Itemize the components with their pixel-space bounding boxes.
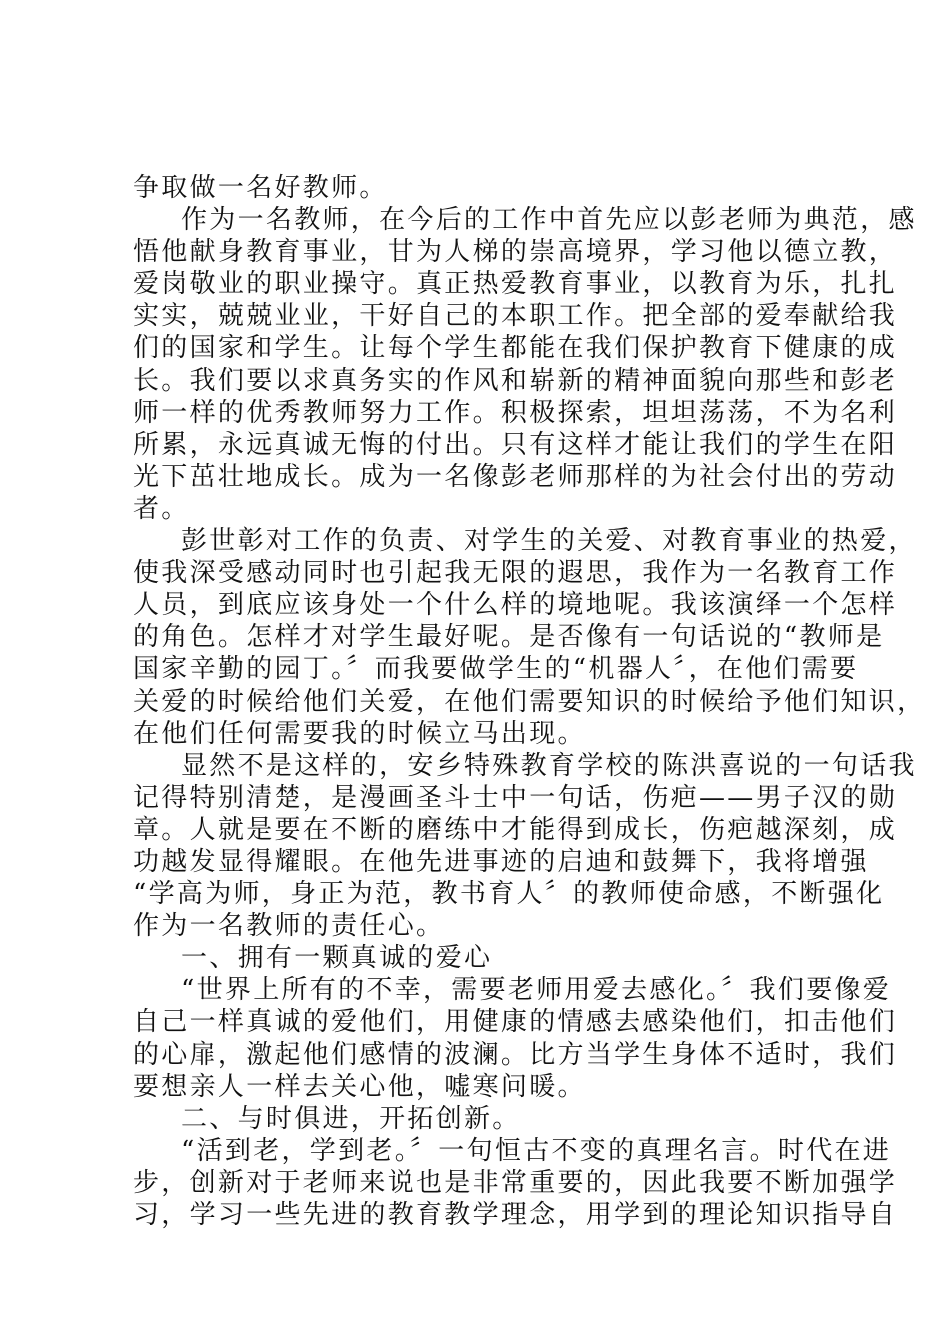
text-line: 争取做一名好教师。 [133,173,388,203]
text-line: 作为一名教师的责任心。 [133,911,445,942]
text-line: 记得特别清楚，是漫画圣斗士中一句话，伤疤——男子汉的勋 [133,782,898,813]
text-line: 二、与时俱进，开拓创新。 [181,1103,521,1134]
text-line: 习，学习一些先进的教育教学理念，用学到的理论知识指导自 [133,1200,898,1230]
text-line: 章。人就是要在不断的磨练中才能得到成长，伤疤越深刻，成 [133,814,898,845]
text-line: 使我深受感动同时也引起我无限的遐思，我作为一名教育工作 [133,558,898,589]
text-line: 功越发显得耀眼。在他先进事迹的启迪和鼓舞下，我将增强 [133,846,869,877]
text-line: “活到老，学到老。〞一句恒古不变的真理名言。时代在进 [181,1135,892,1166]
text-line: 国家辛勤的园丁。〞而我要做学生的“机器人〞，在他们需要 [133,654,859,685]
text-line: 步，创新对于老师来说也是非常重要的，因此我要不断加强学 [133,1167,898,1198]
text-line: 彭世彰对工作的负责、对学生的关爱、对教育事业的热爱， [181,526,917,557]
text-line: 爱岗敬业的职业操守。真正热爱教育事业，以教育为乐，扎扎 [133,269,898,300]
text-line: “世界上所有的不幸，需要老师用爱去感化。〞我们要像爱 [181,975,892,1006]
text-line: 在他们任何需要我的时候立马出现。 [133,718,586,749]
text-line: 自己一样真诚的爱他们，用健康的情感去感染他们，扣击他们 [133,1007,898,1038]
text-line: 要想亲人一样去关心他，嘘寒问暖。 [133,1071,586,1102]
text-line: 实实，兢兢业业，干好自己的本职工作。把全部的爱奉献给我 [133,301,898,332]
text-line: 所累，永远真诚无悔的付出。只有这样才能让我们的学生在阳 [133,429,898,460]
text-line: 光下茁壮地成长。成为一名像彭老师那样的为社会付出的劳动 [133,461,898,492]
document-body [133,172,926,1231]
text-line: 显然不是这样的，安乡特殊教育学校的陈洪喜说的一句话我 [181,750,917,781]
text-line: “学高为师，身正为范，教书育人〞的教师使命感，不断强化 [133,879,885,910]
text-line: 的心扉，激起他们感情的波澜。比方当学生身体不适时，我们 [133,1039,898,1070]
text-line: 者。 [133,493,190,524]
text-line: 人员，到底应该身处一个什么样的境地呢。我该演绎一个怎样 [133,590,898,621]
text-line: 一、拥有一颗真诚的爱心 [181,943,493,974]
text-line: 们的国家和学生。让每个学生都能在我们保护教育下健康的成 [133,333,898,364]
text-line: 关爱的时候给他们关爱，在他们需要知识的时候给予他们知识， [133,686,926,717]
text-line: 悟他献身教育事业，甘为人梯的崇高境界，学习他以德立教， [133,237,898,268]
text-line: 长。我们要以求真务实的作风和崭新的精神面貌向那些和彭老 [133,365,898,396]
text-line: 作为一名教师，在今后的工作中首先应以彭老师为典范，感 [181,205,917,236]
text-line: 师一样的优秀教师努力工作。积极探索，坦坦荡荡，不为名利 [133,397,898,428]
text-line: 的角色。怎样才对学生最好呢。是否像有一句话说的“教师是 [133,622,885,653]
